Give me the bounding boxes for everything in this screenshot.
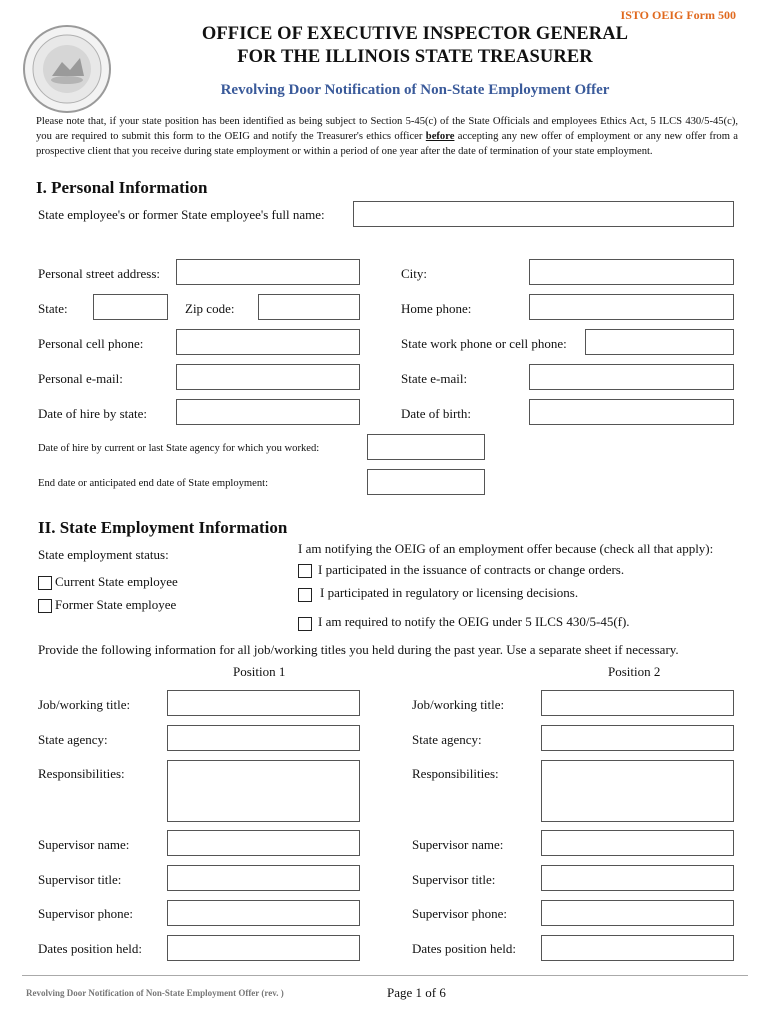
birth-date-input[interactable] xyxy=(529,399,734,425)
section-employment-heading: II. State Employment Information xyxy=(38,518,288,537)
p2-agency-label: State agency: xyxy=(412,732,482,747)
birth-date-label: Date of birth: xyxy=(401,406,472,421)
hire-date-label: Date of hire by state: xyxy=(38,406,148,421)
work-phone-label: State work phone or cell phone: xyxy=(401,336,567,351)
position1-heading: Position 1 xyxy=(233,664,286,679)
agency-hire-date-label: Date of hire by current or last State agency for which you worked: xyxy=(38,443,320,454)
section-personal-heading: I. Personal Information xyxy=(36,178,208,197)
positions-instructions: Provide the following information for all job/working titles you held during the past year. Use a separate sheet if necessary. xyxy=(38,642,679,657)
street-label: Personal street address: xyxy=(38,266,161,281)
home-phone-label: Home phone: xyxy=(401,301,472,316)
current-employee-checkbox[interactable] xyxy=(38,576,52,590)
p2-dates-held-input[interactable] xyxy=(541,935,734,961)
zip-input[interactable] xyxy=(258,294,360,320)
footer-page-number: Page 1 of 6 xyxy=(387,985,446,1000)
state-email-label: State e-mail: xyxy=(401,371,468,386)
reason-required-checkbox[interactable] xyxy=(298,617,312,631)
seal-icon xyxy=(22,24,112,114)
p2-responsibilities-input[interactable] xyxy=(541,760,734,822)
street-input[interactable] xyxy=(176,259,360,285)
cell-phone-label: Personal cell phone: xyxy=(38,336,144,351)
intro-emphasis: before xyxy=(425,131,455,142)
city-input[interactable] xyxy=(529,259,734,285)
p2-dates-held-label: Dates position held: xyxy=(412,941,516,956)
reason-required-label: I am required to notify the OEIG under 5 ILCS 430/5-45(f). xyxy=(318,614,630,629)
home-phone-input[interactable] xyxy=(529,294,734,320)
p1-dates-held-label: Dates position held: xyxy=(38,941,142,956)
footer-form-name: Revolving Door Notification of Non-State Employment Offer (rev. ) xyxy=(26,988,284,998)
page-title-line2: FOR THE ILLINOIS STATE TREASURER xyxy=(237,47,593,67)
city-label: City: xyxy=(401,266,428,281)
intro-text-end: accepting any new offer of employment or any new offer from a prospective client that you receive during state employment or within a period of one year after the date of termination of your state employment. xyxy=(36,131,738,157)
email-label: Personal e-mail: xyxy=(38,371,123,386)
full-name-label: State employee's or former State employee's full name: xyxy=(38,207,325,222)
position2-heading: Position 2 xyxy=(608,664,661,679)
hire-date-input[interactable] xyxy=(176,399,360,425)
status-label: State employment status: xyxy=(38,547,169,562)
reason-contracts-label: I participated in the issuance of contracts or change orders. xyxy=(318,562,625,577)
p2-supervisor-title-label: Supervisor title: xyxy=(412,872,496,887)
p2-agency-input[interactable] xyxy=(541,725,734,751)
p1-responsibilities-label: Responsibilities: xyxy=(38,766,125,781)
current-employee-label: Current State employee xyxy=(55,574,178,589)
cell-phone-input[interactable] xyxy=(176,329,360,355)
full-name-input[interactable] xyxy=(353,201,734,227)
p1-dates-held-input[interactable] xyxy=(167,935,360,961)
p2-supervisor-phone-label: Supervisor phone: xyxy=(412,906,507,921)
p2-responsibilities-label: Responsibilities: xyxy=(412,766,499,781)
p1-supervisor-title-input[interactable] xyxy=(167,865,360,891)
zip-label: Zip code: xyxy=(185,301,235,316)
footer-divider xyxy=(22,975,748,976)
intro-text: Please note that, if your state position has been identified as being subject to Section 5-45(c) of the State Officials and employees Ethics Act, 5 ILCS 430/5-45(c), you are required to submit this form to the OEIG and notify the Treasurer's ethics officer xyxy=(36,116,738,142)
end-date-label: End date or anticipated end date of State employment: xyxy=(38,478,269,489)
p2-supervisor-title-input[interactable] xyxy=(541,865,734,891)
work-phone-input[interactable] xyxy=(585,329,734,355)
form-number: ISTO OEIG Form 500 xyxy=(620,8,736,22)
reason-contracts-checkbox[interactable] xyxy=(298,564,312,578)
page-title: OFFICE OF EXECUTIVE INSPECTOR GENERAL xyxy=(201,24,629,44)
former-employee-checkbox[interactable] xyxy=(38,599,52,613)
p2-supervisor-phone-input[interactable] xyxy=(541,900,734,926)
state-label: State: xyxy=(38,301,68,316)
p1-responsibilities-input[interactable] xyxy=(167,760,360,822)
p1-supervisor-phone-label: Supervisor phone: xyxy=(38,906,133,921)
p1-supervisor-name-label: Supervisor name: xyxy=(38,837,130,852)
p1-supervisor-title-label: Supervisor title: xyxy=(38,872,122,887)
state-email-input[interactable] xyxy=(529,364,734,390)
notify-reason-label: I am notifying the OEIG of an employment offer because (check all that apply): xyxy=(298,541,714,556)
p2-supervisor-name-label: Supervisor name: xyxy=(412,837,504,852)
p1-job-title-label: Job/working title: xyxy=(38,697,131,712)
reason-regulatory-label: I participated in regulatory or licensing decisions. xyxy=(320,585,579,600)
former-employee-label: Former State employee xyxy=(55,597,177,612)
page-subtitle: Revolving Door Notification of Non-State Employment Offer xyxy=(220,82,610,98)
p1-agency-label: State agency: xyxy=(38,732,108,747)
p2-job-title-label: Job/working title: xyxy=(412,697,505,712)
p1-job-title-input[interactable] xyxy=(167,690,360,716)
end-date-input[interactable] xyxy=(367,469,485,495)
p2-supervisor-name-input[interactable] xyxy=(541,830,734,856)
email-input[interactable] xyxy=(176,364,360,390)
p1-agency-input[interactable] xyxy=(167,725,360,751)
p1-supervisor-name-input[interactable] xyxy=(167,830,360,856)
intro-paragraph xyxy=(36,114,738,159)
p2-job-title-input[interactable] xyxy=(541,690,734,716)
p1-supervisor-phone-input[interactable] xyxy=(167,900,360,926)
reason-regulatory-checkbox[interactable] xyxy=(298,588,312,602)
agency-hire-date-input[interactable] xyxy=(367,434,485,460)
state-input[interactable] xyxy=(93,294,168,320)
